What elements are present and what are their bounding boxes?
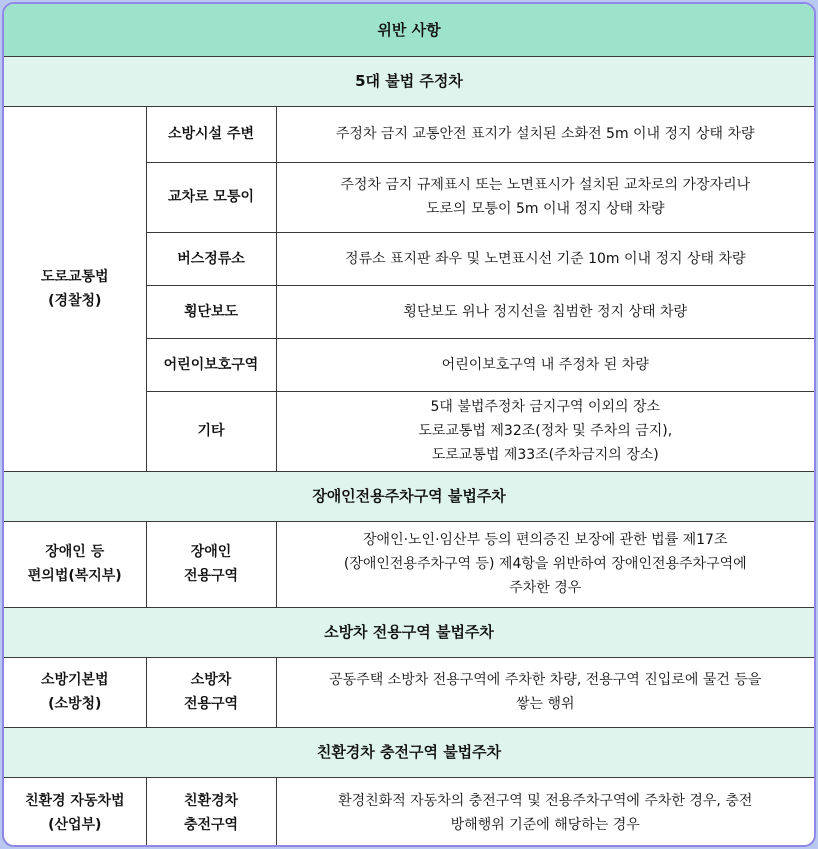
text-line: 정류소 표지판 좌우 및 노면표시선 기준 10m 이내 정지 상태 차량 [344, 250, 746, 267]
table-title: 위반 사항 [4, 4, 814, 56]
text-line: 전용구역 [183, 568, 239, 584]
section-heading-row [4, 727, 814, 777]
zone-cell [146, 232, 276, 285]
description-cell [276, 521, 814, 607]
table-row [4, 657, 814, 727]
section-heading-row [4, 56, 814, 106]
violations-table [4, 4, 814, 847]
text-line: 도로의 모퉁이 5m 이내 정지 상태 차량 [425, 201, 665, 217]
zone-cell [146, 338, 276, 391]
text-line: 5대 불법주정차 금지구역 이외의 장소 [430, 399, 661, 415]
text-line: 소방차 [190, 672, 232, 688]
text-line: 전용구역 [183, 696, 239, 712]
text-line: 도로교통법 제32조(정차 및 주차의 금지), [418, 423, 673, 439]
law-cell [4, 521, 146, 607]
section-heading: 소방차 전용구역 불법주차 [4, 607, 814, 657]
text-line: 도로교통법 [40, 268, 109, 285]
zone-cell [146, 777, 276, 847]
text-line: 교차로 모퉁이 [167, 189, 255, 205]
text-line: 충전구역 [183, 817, 239, 834]
section-heading-row [4, 471, 814, 521]
law-cell [4, 657, 146, 727]
zone-cell [146, 391, 276, 471]
description-cell [276, 162, 814, 232]
text-line: 장애인 등 [45, 544, 105, 560]
table-row [4, 777, 814, 847]
description-cell [276, 232, 814, 285]
text-line: 환경친화적 자동차의 충전구역 및 전용주차구역에 주차한 경우, 충전 [338, 793, 753, 810]
title-row [4, 4, 814, 56]
text-line: 횡단보도 [183, 303, 239, 320]
description-cell [276, 777, 814, 847]
text-line: 소방시설 주변 [167, 126, 255, 142]
text-line: 기타 [197, 423, 225, 439]
text-line: 어린이보호구역 [163, 356, 259, 373]
section-heading-row [4, 607, 814, 657]
text-line: 횡단보도 위나 정지선을 침범한 정지 상태 차량 [403, 303, 688, 320]
text-line: 도로교통법 제33조(주차금지의 장소) [431, 447, 659, 463]
zone-cell [146, 106, 276, 162]
text-line: 주정차 금지 규제표시 또는 노면표시가 설치된 교차로의 가장자리나 [340, 177, 751, 193]
description-cell [276, 391, 814, 471]
text-line: 장애인·노인·임산부 등의 편의증진 보장에 관한 법률 제17조 [363, 532, 728, 548]
text-line: 친환경차 [183, 793, 239, 810]
text-line: 주차한 경우 [509, 580, 582, 596]
text-line: (소방청) [48, 696, 102, 712]
law-cell [4, 777, 146, 847]
section-heading: 장애인전용주차구역 불법주차 [4, 471, 814, 521]
section-heading: 친환경차 충전구역 불법주차 [4, 727, 814, 777]
text-line: 친환경 자동차법 [24, 793, 125, 810]
text-line: (장애인전용주차구역 등) 제4항을 위반하여 장애인전용주차구역에 [343, 556, 747, 572]
table-row [4, 521, 814, 607]
violations-table-frame [2, 2, 816, 847]
zone-cell [146, 162, 276, 232]
text-line: 주정차 금지 교통안전 표지가 설치된 소화전 5m 이내 정지 상태 차량 [335, 126, 755, 142]
text-line: (경찰청) [48, 292, 102, 309]
table-row [4, 106, 814, 162]
zone-cell [146, 657, 276, 727]
text-line: 공동주택 소방차 전용구역에 주차한 차량, 전용구역 진입로에 물건 등을 [329, 672, 762, 688]
text-line: 어린이보호구역 내 주정차 된 차량 [441, 356, 649, 373]
text-line: 편의법(복지부) [27, 568, 122, 584]
description-cell [276, 285, 814, 338]
description-cell [276, 338, 814, 391]
description-cell [276, 657, 814, 727]
zone-cell [146, 285, 276, 338]
section-heading: 5대 불법 주정차 [4, 56, 814, 106]
text-line: (산업부) [48, 817, 102, 834]
text-line: 소방기본법 [40, 672, 109, 688]
text-line: 방해행위 기준에 해당하는 경우 [450, 817, 640, 834]
text-line: 쌓는 행위 [515, 696, 575, 712]
law-cell [4, 106, 146, 471]
text-line: 버스정류소 [177, 250, 245, 267]
text-line: 장애인 [190, 544, 232, 560]
zone-cell [146, 521, 276, 607]
description-cell [276, 106, 814, 162]
